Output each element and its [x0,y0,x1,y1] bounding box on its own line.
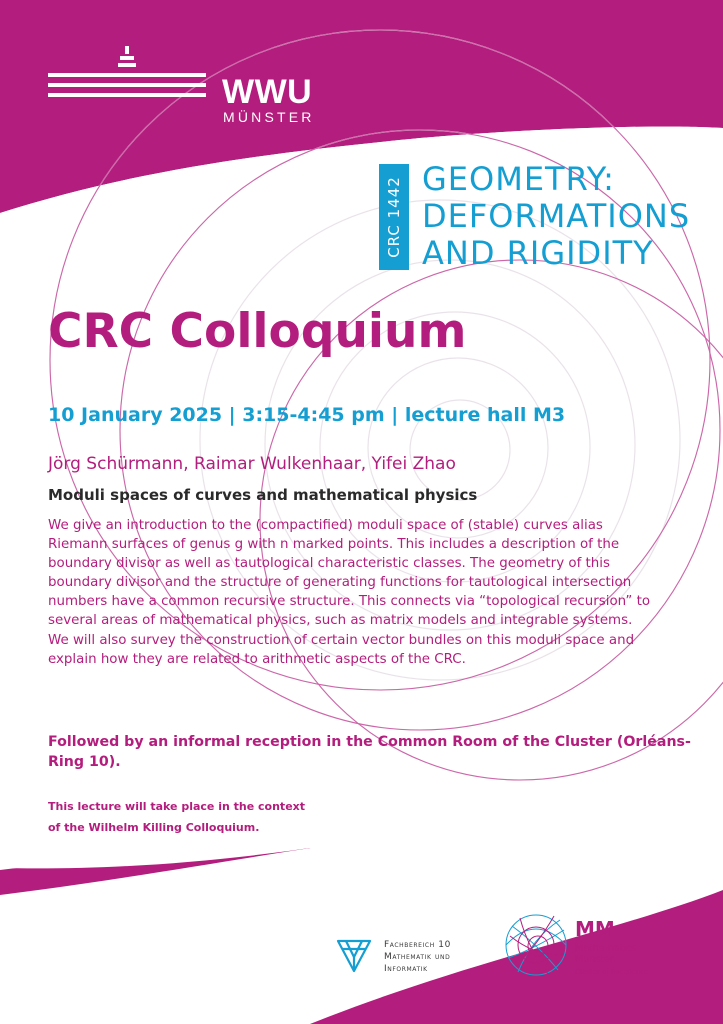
reception-note: Followed by an informal reception in the Common Room of the Cluster (Orléans-Ring 10). [48,734,691,770]
slogan-part-1: living [48,957,100,979]
mm-tagline: Cluster of Excellence [575,968,649,976]
crc-number-tag [379,164,409,270]
event-title: CRC Colloquium [48,304,467,359]
mm-name-line: Münster [575,954,614,965]
crc-title-line-1: GEOMETRY: [422,160,615,198]
slogan [48,955,209,981]
abstract-line: boundary divisor as well as tautological characteristic classes. The geometry of this [48,556,610,572]
faculty-line: Fachbereich 10 [384,940,451,950]
abstract-line: We give an introduction to the (compactified) moduli space of (stable) curves alias [48,518,603,533]
university-name: WWU [222,73,313,111]
crc-title-line-2: DEFORMATIONS [422,197,691,235]
faculty-logo [336,937,372,975]
mathematics-muenster-logo [498,908,574,982]
crc-number-label: CRC 1442 [385,176,403,258]
slogan-part-2: knowledge [106,957,210,979]
abstract-line: explain how they are related to arithmetic aspects of the CRC. [48,651,466,667]
slogan-dot: . [99,957,107,979]
event-dateline: 10 January 2025 | 3:15-4:45 pm | lecture hall M3 [48,404,566,426]
faculty-name [384,939,451,975]
context-line: of the Wilhelm Killing Colloquium. [48,821,260,834]
mm-name-line: Mathematics [575,943,637,954]
talk-abstract [48,516,723,669]
context-line: This lecture will take place in the context [48,800,306,813]
crc-title-line-3: AND RIGIDITY [422,234,654,272]
faculty-line: Mathematik und [384,952,451,962]
abstract-line: We will also survey the construction of certain vector bundles on this moduli space and [48,632,635,648]
context-note [48,796,305,838]
mm-abbreviation: MM [575,917,615,941]
faculty-line: Informatik [384,964,428,974]
abstract-line: numbers have a common recursive structure. This connects via “topological recursion” to [48,594,651,610]
abstract-line: several areas of mathematical physics, such as matrix models and integrable systems. [48,613,633,629]
speaker-names: Jörg Schürmann, Raimar Wulkenhaar, Yifei Zhao [48,454,456,474]
abstract-line: Riemann surfaces of genus g with n marked points. This includes a description of the [48,537,620,553]
abstract-line: boundary divisor and the structure of generating functions for tautological intersection [48,575,632,591]
mm-name [575,943,636,965]
university-city: MÜNSTER [223,109,315,125]
talk-title: Moduli spaces of curves and mathematical physics [48,486,478,504]
